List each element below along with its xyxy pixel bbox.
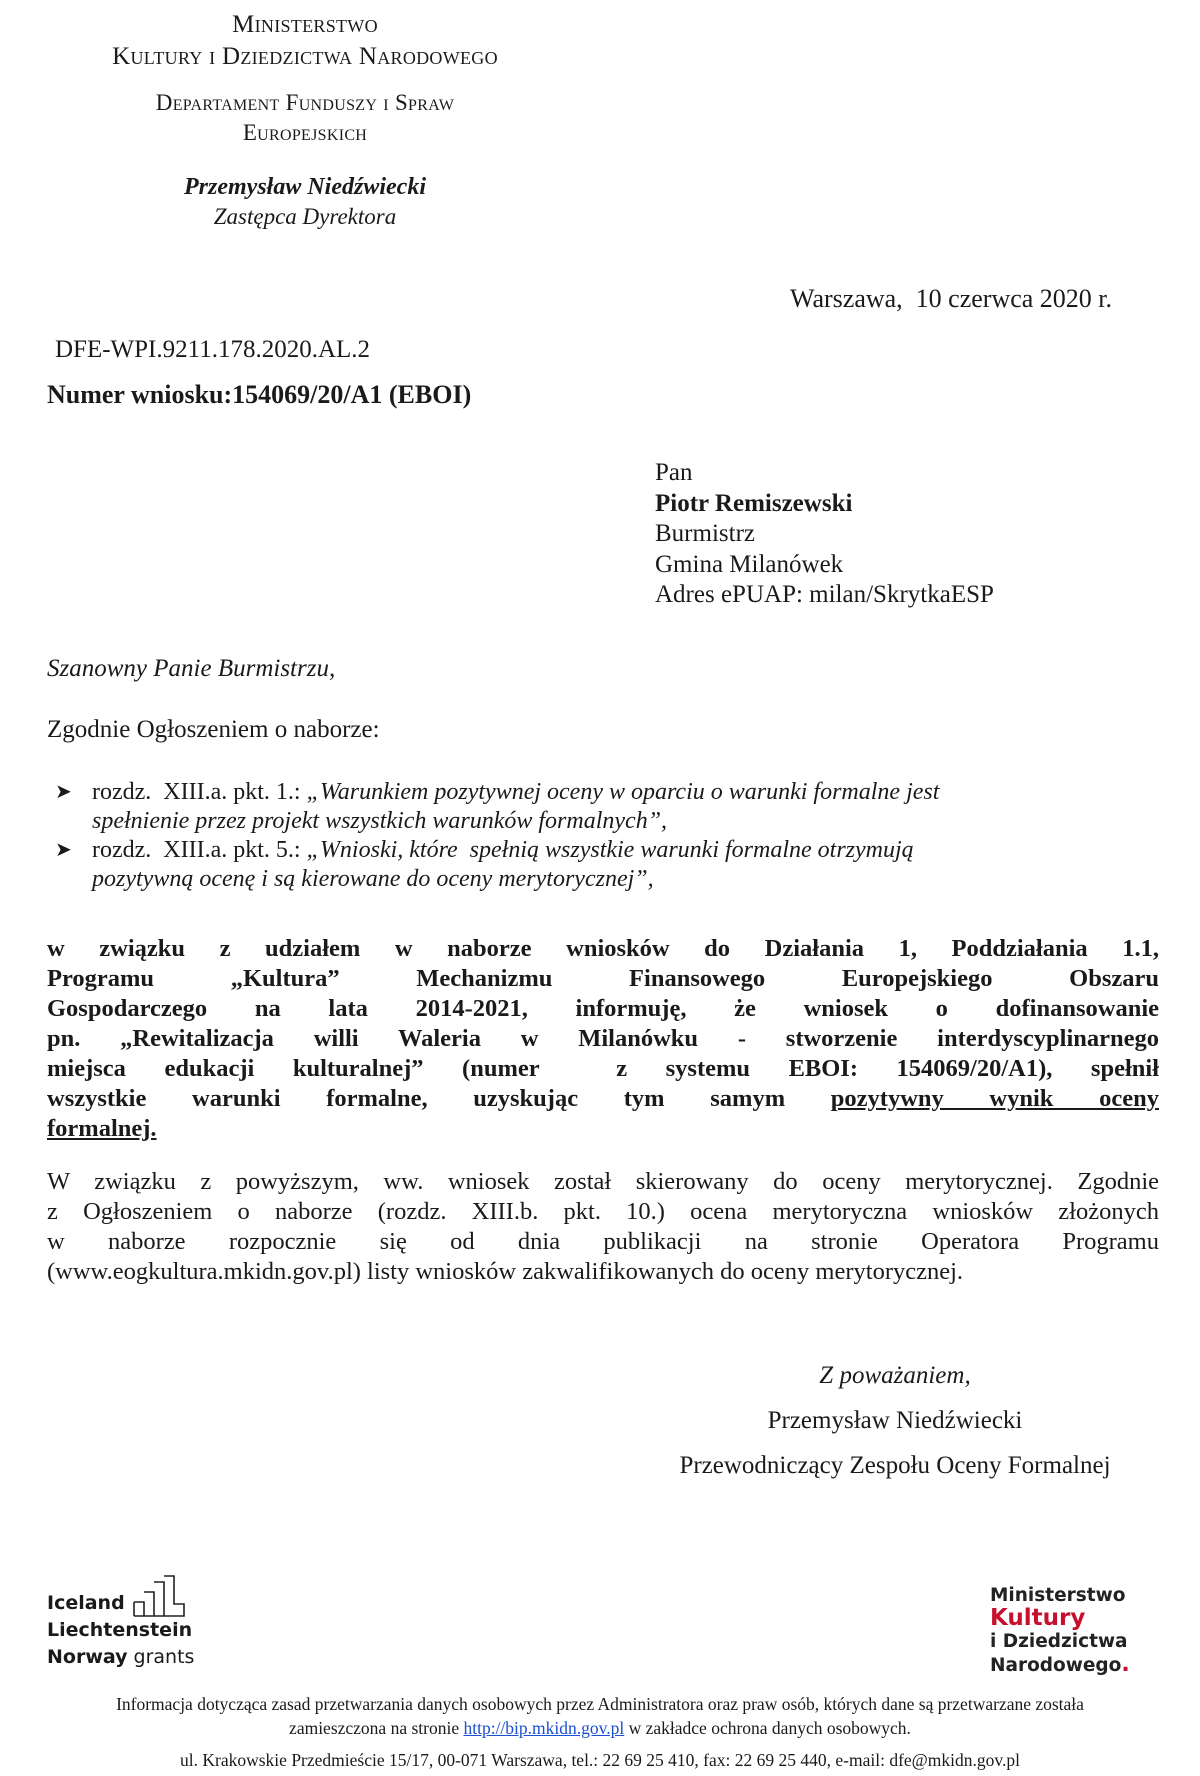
grants-line-norway [47, 1646, 194, 1668]
decision-paragraph [47, 934, 1159, 1144]
recipient-name: Piotr Remiszewski [655, 489, 853, 517]
bip-link[interactable]: http://bip.mkidn.gov.pl [463, 1718, 625, 1738]
decision-line: w związku z udziałem w naborze wniosków do Działania 1, Poddziałania 1.1, [47, 935, 1159, 962]
decision-line [47, 1084, 1159, 1114]
ministry-logo-line2: Kultury [990, 1605, 1086, 1631]
decision-text: wszystkie warunki formalne, uzyskując tym samym [47, 1085, 831, 1112]
grants-norway: Norway [47, 1646, 128, 1668]
department-line1: Departament Funduszy i Spraw [155, 90, 455, 115]
list-item [47, 836, 1157, 894]
ministry-logo-line4-wrap [990, 1653, 1160, 1677]
ministry-logo-line3: i Dziedzictwa [990, 1631, 1128, 1652]
arrow-bullet-icon: ➤ [55, 781, 72, 803]
ministry-name-line1: Ministerstwo [232, 11, 378, 38]
paragraph-line: W związku z powyższym, ww. wniosek został skierowany do oceny merytorycznej. Zgodnie [47, 1168, 1159, 1195]
grants-suffix: grants [127, 1646, 195, 1668]
bullet-quote-cont: pozytywną ocenę i są kierowane do oceny merytorycznej”, [92, 866, 654, 892]
paragraph-line: w naborze rozpocznie się od dnia publikacji na stronie Operatora Programu [47, 1228, 1159, 1255]
recipient-block [655, 458, 994, 611]
ministry-logo [990, 1584, 1160, 1679]
department-line2: Europejskich [242, 120, 368, 145]
privacy-line1: Informacja dotycząca zasad przetwarzania danych osobowych przez Administratora oraz praw osób, których dane są przetwarzane została [116, 1694, 1084, 1714]
ministry-logo-line4: Narodowego [990, 1655, 1122, 1676]
decision-line [47, 1114, 1159, 1144]
decision-line: miejsca edukacji kulturalnej” (numer z systemu EBOI: 154069/20/A1), spełnił [47, 1055, 1159, 1082]
list-item [47, 778, 1157, 836]
recipient-salutation: Pan [655, 459, 693, 486]
place-and-date: Warszawa, 10 czerwca 2020 r. [790, 284, 1113, 313]
recipient-position: Burmistrz [655, 520, 755, 547]
grants-line-iceland: Iceland [47, 1592, 125, 1614]
privacy-line2 [0, 1716, 1200, 1740]
privacy-notice [0, 1692, 1200, 1740]
decision-line: pn. „Rewitalizacja willi Waleria w Milanówku - stworzenie interdyscyplinarnego [47, 1025, 1159, 1052]
grants-line-liechtenstein: Liechtenstein [47, 1619, 193, 1641]
ministry-name-line2: Kultury i Dziedzictwa Narodowego [112, 43, 498, 70]
bullet-ref: rozdz. XIII.a. pkt. 5.: [92, 837, 307, 863]
privacy-text-end: w zakładce ochrona danych osobowych. [624, 1718, 911, 1738]
closing-regards: Z poważaniem, [819, 1362, 971, 1389]
decision-line: Gospodarczego na lata 2014-2021, informuję, że wniosek o dofinansowanie [47, 995, 1159, 1022]
paragraph-line: z Ogłoszeniem o naborze (rozdz. XIII.b. pkt. 10.) ocena merytoryczna wniosków złożonych [47, 1198, 1159, 1225]
bullet-quote: „Warunkiem pozytywnej oceny w oparciu o warunki formalne jest [306, 779, 940, 805]
closing-title: Przewodniczący Zespołu Oceny Formalnej [679, 1452, 1111, 1479]
closing-name: Przemysław Niedźwiecki [767, 1407, 1023, 1434]
bullet-quote-cont: spełnienie przez projekt wszystkich warunków formalnych”, [92, 808, 668, 834]
recipient-office: Gmina Milanówek [655, 550, 844, 578]
bullet-ref: rozdz. XIII.a. pkt. 1.: [92, 779, 307, 805]
result-highlight: formalnej. [47, 1115, 157, 1142]
ministry-logo-line1: Ministerstwo [990, 1585, 1126, 1606]
greeting: Szanowny Panie Burmistrzu, [47, 655, 336, 682]
signatory-title: Zastępca Dyrektora [213, 204, 397, 229]
bullet-quote: „Wnioski, które spełnią wszystkie warunki formalne otrzymują [306, 837, 914, 863]
signatory-name: Przemysław Niedźwiecki [184, 174, 426, 200]
paragraph-line: (www.eogkultura.mkidn.gov.pl) listy wniosków zakwalifikowanych do oceny merytorycznej. [47, 1258, 964, 1285]
ministry-logo-dot: . [1121, 1652, 1130, 1677]
bullet-list [47, 778, 1157, 894]
next-steps-paragraph [47, 1167, 1159, 1287]
recipient-address: Adres ePUAP: milan/SkrytkaESP [655, 581, 994, 608]
intro-line: Zgodnie Ogłoszeniem o naborze: [47, 716, 380, 743]
result-highlight: pozytywny wynik oceny [830, 1085, 1159, 1112]
case-number: DFE-WPI.9211.178.2020.AL.2 [55, 336, 371, 363]
decision-line: Programu „Kultura” Mechanizmu Finansowego Europejskiego Obszaru [47, 965, 1159, 992]
footer-address: ul. Krakowskie Przedmieście 15/17, 00-071 Warszawa, tel.: 22 69 25 410, fax: 22 69 25 440, e-mail: dfe@mkidn.gov.pl [180, 1750, 1020, 1770]
privacy-text: zamieszczona na stronie [289, 1718, 464, 1738]
grants-emblem-icon [132, 1574, 192, 1618]
eea-grants-logo [47, 1582, 237, 1672]
arrow-bullet-icon: ➤ [55, 839, 72, 861]
application-number: Numer wniosku:154069/20/A1 (EBOI) [47, 380, 472, 409]
